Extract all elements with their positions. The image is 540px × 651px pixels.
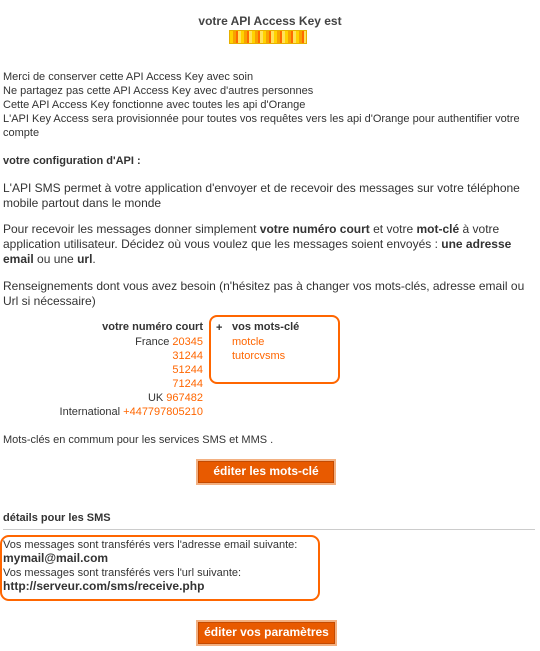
note-line: L'API Key Access sera provisionnée pour toutes vos requêtes vers les api d'Orange pour authentifier votre xyxy=(3,113,520,125)
text: . xyxy=(92,252,96,266)
keyword-item: tutorcvsms xyxy=(232,350,286,362)
config-heading: votre configuration d'API : xyxy=(3,155,141,167)
note-line: Cette API Access Key fonctionne avec toutes les api d'Orange xyxy=(3,99,306,111)
emphasis: mot-clé xyxy=(416,222,460,236)
config-intro: L'API SMS permet à votre application d'envoyer et de recevoir des messages sur votre téléphone mobile partout dans le monde xyxy=(3,181,520,210)
sms-email-intro: Vos messages sont transférés vers l'adresse email suivante: xyxy=(3,539,298,551)
country-label: France xyxy=(135,336,173,348)
number-row xyxy=(0,336,203,350)
country-label: UK xyxy=(147,392,167,404)
number-row xyxy=(0,350,203,364)
text: Pour recevoir les messages donner simplement xyxy=(3,222,260,236)
api-key-title: votre API Access Key est xyxy=(198,14,342,28)
number-row xyxy=(0,378,203,392)
emphasis: votre numéro court xyxy=(259,222,370,236)
numbers-heading: votre numéro court xyxy=(102,321,203,333)
note-line: Merci de conserver cette API Access Key avec soin xyxy=(3,71,254,83)
emphasis: une adresse email xyxy=(3,237,512,266)
config-info: Renseignements dont vous avez besoin (n'hésitez pas à changer vos mots-clés, adresse email ou Url si nécessaire) xyxy=(3,279,525,308)
divider xyxy=(3,529,535,530)
short-number: +447797805210 xyxy=(123,406,203,418)
number-row xyxy=(0,406,203,420)
add-keyword-icon[interactable]: + xyxy=(216,322,223,334)
short-number: 967482 xyxy=(166,392,203,404)
short-number: 31244 xyxy=(172,350,203,362)
short-number: 51244 xyxy=(172,364,203,376)
api-key-notes xyxy=(3,70,533,140)
note-line: Ne partagez pas cette API Access Key avec d'autres personnes xyxy=(3,85,314,97)
text: et votre xyxy=(369,222,417,236)
note-line: compte xyxy=(3,127,40,139)
api-key-masked-value xyxy=(229,30,307,44)
edit-settings-button[interactable]: éditer vos paramètres xyxy=(196,620,337,646)
config-instructions xyxy=(3,222,533,267)
emphasis: url xyxy=(77,252,93,266)
text: à votre application utilisateur. Décidez où vous voulez que les messages soient envoyés : xyxy=(3,222,500,251)
keywords-heading: vos mots-clé xyxy=(232,321,300,333)
number-row xyxy=(0,392,203,406)
text: ou une xyxy=(33,252,78,266)
sms-url: http://serveur.com/sms/receive.php xyxy=(3,579,205,593)
shared-keywords-note: Mots-clés en commum pour les services SMS et MMS . xyxy=(3,434,274,446)
country-label: International xyxy=(59,406,124,418)
sms-url-intro: Vos messages sont transférés vers l'url suivante: xyxy=(3,567,242,579)
number-row xyxy=(0,364,203,378)
keyword-item: motcle xyxy=(232,336,265,348)
sms-heading: détails pour les SMS xyxy=(3,512,111,524)
short-number: 71244 xyxy=(172,378,203,390)
edit-keywords-button[interactable]: éditer les mots-clé xyxy=(196,459,336,485)
short-number: 20345 xyxy=(172,336,203,348)
sms-email: mymail@mail.com xyxy=(3,551,109,565)
